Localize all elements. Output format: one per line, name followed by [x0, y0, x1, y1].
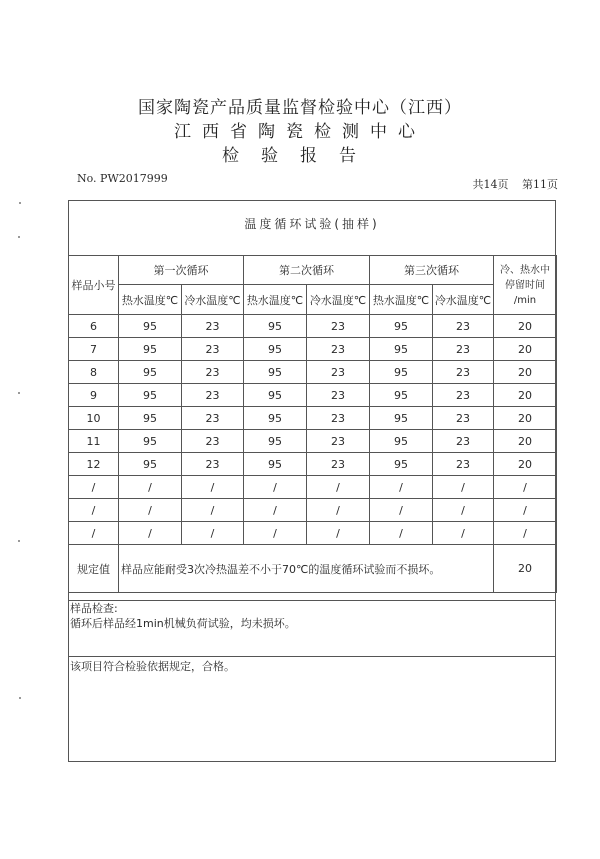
table-cell: 95 [244, 338, 307, 361]
dwell-time-header [494, 256, 557, 315]
dwell-time-header-line: /min [513, 294, 537, 306]
hot-water-temp-header: 热水温度℃ [370, 285, 433, 315]
table-cell: 12 [69, 453, 119, 476]
table-row [69, 522, 557, 545]
table-cell: 8 [69, 361, 119, 384]
table-cell: 23 [433, 430, 494, 453]
table-cell: 95 [119, 315, 182, 338]
table-cell: / [182, 499, 244, 522]
table-cell: / [370, 476, 433, 499]
scan-mark [19, 202, 21, 204]
table-cell: 23 [182, 315, 244, 338]
table-cell: 23 [307, 453, 370, 476]
table-cell: 95 [119, 430, 182, 453]
table-cell: / [244, 476, 307, 499]
spec-value: 20 [494, 545, 557, 593]
table-cell: 6 [69, 315, 119, 338]
table-cell: 95 [119, 338, 182, 361]
table-cell: / [119, 522, 182, 545]
page-indicator [473, 176, 559, 192]
table-cell: 95 [244, 361, 307, 384]
cold-water-temp-header: 冷水温度℃ [182, 285, 244, 315]
table-cell: / [69, 522, 119, 545]
table-cell: 23 [433, 315, 494, 338]
report-number: No. PW2017999 [77, 172, 168, 185]
table-cell: 95 [370, 315, 433, 338]
table-cell: / [69, 499, 119, 522]
table-cell: 95 [119, 361, 182, 384]
hot-water-temp-header: 热水温度℃ [244, 285, 307, 315]
spec-label: 规定值 [69, 545, 119, 593]
table-cell: 23 [182, 384, 244, 407]
cold-water-temp-header: 冷水温度℃ [433, 285, 494, 315]
table-cell: 20 [494, 338, 557, 361]
hot-water-temp-header: 热水温度℃ [119, 285, 182, 315]
table-cell: 95 [370, 430, 433, 453]
conclusion-section [68, 656, 556, 763]
table-cell: / [494, 476, 557, 499]
table-title: 温度循环试验(抽样) [244, 217, 380, 231]
scan-mark [19, 697, 21, 699]
table-cell: 11 [69, 430, 119, 453]
dwell-time-header-line: 冷、热水中 [500, 264, 550, 276]
table-row [69, 430, 557, 453]
temperature-cycle-table [68, 255, 557, 593]
table-cell: 95 [370, 407, 433, 430]
table-cell: 95 [244, 430, 307, 453]
spec-text: 样品应能耐受3次冷热温差不小于70℃的温度循环试验而不损坏。 [119, 545, 494, 593]
cycle-2-header: 第二次循环 [244, 256, 370, 285]
table-row [69, 361, 557, 384]
scan-mark [18, 392, 20, 394]
table-cell: 23 [182, 453, 244, 476]
table-cell: / [433, 499, 494, 522]
table-cell: 95 [370, 453, 433, 476]
table-cell: 95 [119, 407, 182, 430]
table-cell: 10 [69, 407, 119, 430]
table-cell: 23 [433, 361, 494, 384]
table-cell: / [119, 499, 182, 522]
table-cell: 20 [494, 430, 557, 453]
table-cell: 95 [244, 315, 307, 338]
table-cell: 95 [244, 384, 307, 407]
table-cell: 20 [494, 407, 557, 430]
table-cell: / [69, 476, 119, 499]
table-row [69, 453, 557, 476]
table-cell: 20 [494, 315, 557, 338]
table-cell: 7 [69, 338, 119, 361]
table-cell: 23 [433, 338, 494, 361]
cycle-3-header: 第三次循环 [370, 256, 494, 285]
scan-mark [18, 540, 20, 542]
table-cell: 23 [307, 407, 370, 430]
table-cell: 23 [433, 407, 494, 430]
table-cell: 95 [370, 361, 433, 384]
table-cell: 95 [370, 338, 433, 361]
provincial-center-name: 江西省陶瓷检测中心 [174, 122, 426, 142]
table-cell: / [307, 476, 370, 499]
table-cell: / [433, 476, 494, 499]
cold-water-temp-header: 冷水温度℃ [307, 285, 370, 315]
table-cell: / [494, 499, 557, 522]
table-cell: 23 [182, 338, 244, 361]
table-cell: / [244, 499, 307, 522]
table-cell: 23 [182, 361, 244, 384]
dwell-time-header-line: 停留时间 [505, 279, 545, 291]
table-cell: 95 [370, 384, 433, 407]
table-cell: / [307, 499, 370, 522]
total-pages: 共14页 [472, 178, 509, 191]
table-row [69, 338, 557, 361]
sample-number-header: 样品小号 [69, 256, 119, 315]
table-cell: / [182, 522, 244, 545]
table-cell: / [182, 476, 244, 499]
table-cell: 23 [307, 361, 370, 384]
inspection-label: 样品检查: [70, 602, 118, 615]
table-cell: / [433, 522, 494, 545]
table-cell: 23 [182, 407, 244, 430]
scan-mark [18, 236, 20, 238]
table-cell: 23 [307, 430, 370, 453]
report-title: 检验报告 [222, 146, 378, 166]
table-cell: 23 [433, 384, 494, 407]
table-cell: / [494, 522, 557, 545]
table-row [69, 384, 557, 407]
inspection-text: 循环后样品经1min机械负荷试验，均未损坏。 [70, 617, 296, 630]
table-cell: 95 [119, 453, 182, 476]
inspection-section [68, 600, 556, 657]
table-cell: 20 [494, 361, 557, 384]
table-cell: 95 [244, 407, 307, 430]
current-page: 第11页 [522, 178, 558, 191]
table-cell: / [307, 522, 370, 545]
table-cell: 95 [244, 453, 307, 476]
cycle-1-header: 第一次循环 [119, 256, 244, 285]
table-cell: 23 [182, 430, 244, 453]
table-cell: / [119, 476, 182, 499]
table-cell: / [370, 499, 433, 522]
table-cell: 20 [494, 384, 557, 407]
table-row [69, 499, 557, 522]
table-cell: 23 [307, 384, 370, 407]
table-cell: / [370, 522, 433, 545]
table-cell: 23 [307, 338, 370, 361]
table-cell: / [244, 522, 307, 545]
table-cell: 9 [69, 384, 119, 407]
table-cell: 20 [494, 453, 557, 476]
center-name: 国家陶瓷产品质量监督检验中心（江西） [138, 98, 462, 118]
table-row [69, 407, 557, 430]
conclusion-text: 该项目符合检验依据规定，合格。 [70, 660, 235, 673]
table-row [69, 315, 557, 338]
table-cell: 23 [307, 315, 370, 338]
table-cell: 23 [433, 453, 494, 476]
table-row [69, 476, 557, 499]
table-cell: 95 [119, 384, 182, 407]
